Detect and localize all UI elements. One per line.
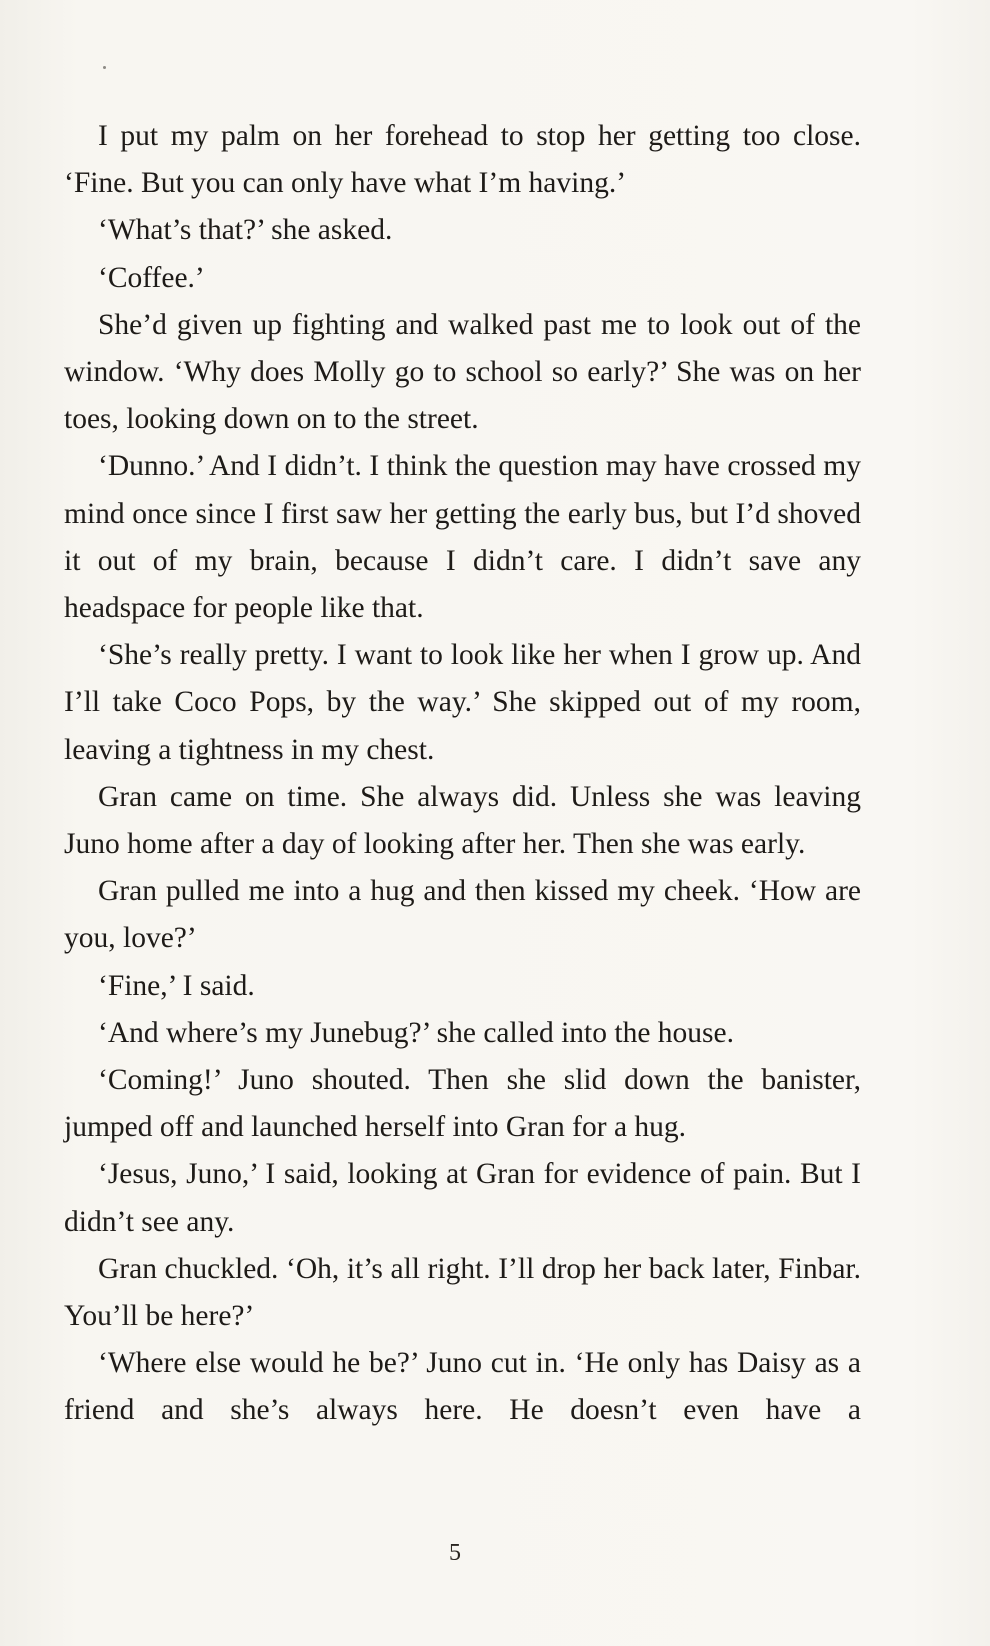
body-text	[64, 113, 861, 1435]
paragraph: ‘Fine,’ I said.	[98, 969, 255, 1002]
paragraph: She’d given up fighting and walked past me to look out of the window. ‘Why does Molly go to school so early?’ She was on her toes, looking down on to the street.	[64, 308, 861, 436]
paragraph: I put my palm on her forehead to stop her getting too close. ‘Fine. But you can only have what I’m having.’	[64, 120, 861, 200]
paragraph: ‘Coffee.’	[98, 261, 205, 294]
paragraph: ‘She’s really pretty. I want to look like her when I grow up. And I’ll take Coco Pops, by the way.’ She skipped out of my room, leaving a tightness in my chest.	[64, 639, 861, 766]
paragraph: Gran chuckled. ‘Oh, it’s all right. I’ll drop her back later, Finbar. You’ll be here?’	[64, 1252, 861, 1333]
paragraph: ‘What’s that?’ she asked.	[98, 214, 393, 247]
page-speck	[103, 66, 106, 69]
paragraph: ‘Where else would he be?’ Juno cut in. ‘He only has Daisy as a friend and she’s always here. He doesn’t even have a	[64, 1347, 861, 1427]
paragraph: ‘Jesus, Juno,’ I said, looking at Gran for evidence of pain. But I didn’t see any.	[64, 1158, 861, 1238]
paragraph: ‘And where’s my Junebug?’ she called into the house.	[98, 1016, 734, 1049]
paragraph: Gran pulled me into a hug and then kissed my cheek. ‘How are you, love?’	[64, 875, 861, 955]
paragraph: ‘Coming!’ Juno shouted. Then she slid down the banister, jumped off and launched herself into Gran for a hug.	[64, 1064, 861, 1144]
paragraph: ‘Dunno.’ And I didn’t. I think the question may have crossed my mind once since I first saw her getting the early bus, but I’d shoved it out of my brain, because I didn’t care. I didn’t save any headspace for people like that.	[64, 450, 861, 625]
paragraph: Gran came on time. She always did. Unless she was leaving Juno home after a day of looking after her. Then she was early.	[64, 780, 861, 861]
page-number: 5	[449, 1540, 461, 1566]
